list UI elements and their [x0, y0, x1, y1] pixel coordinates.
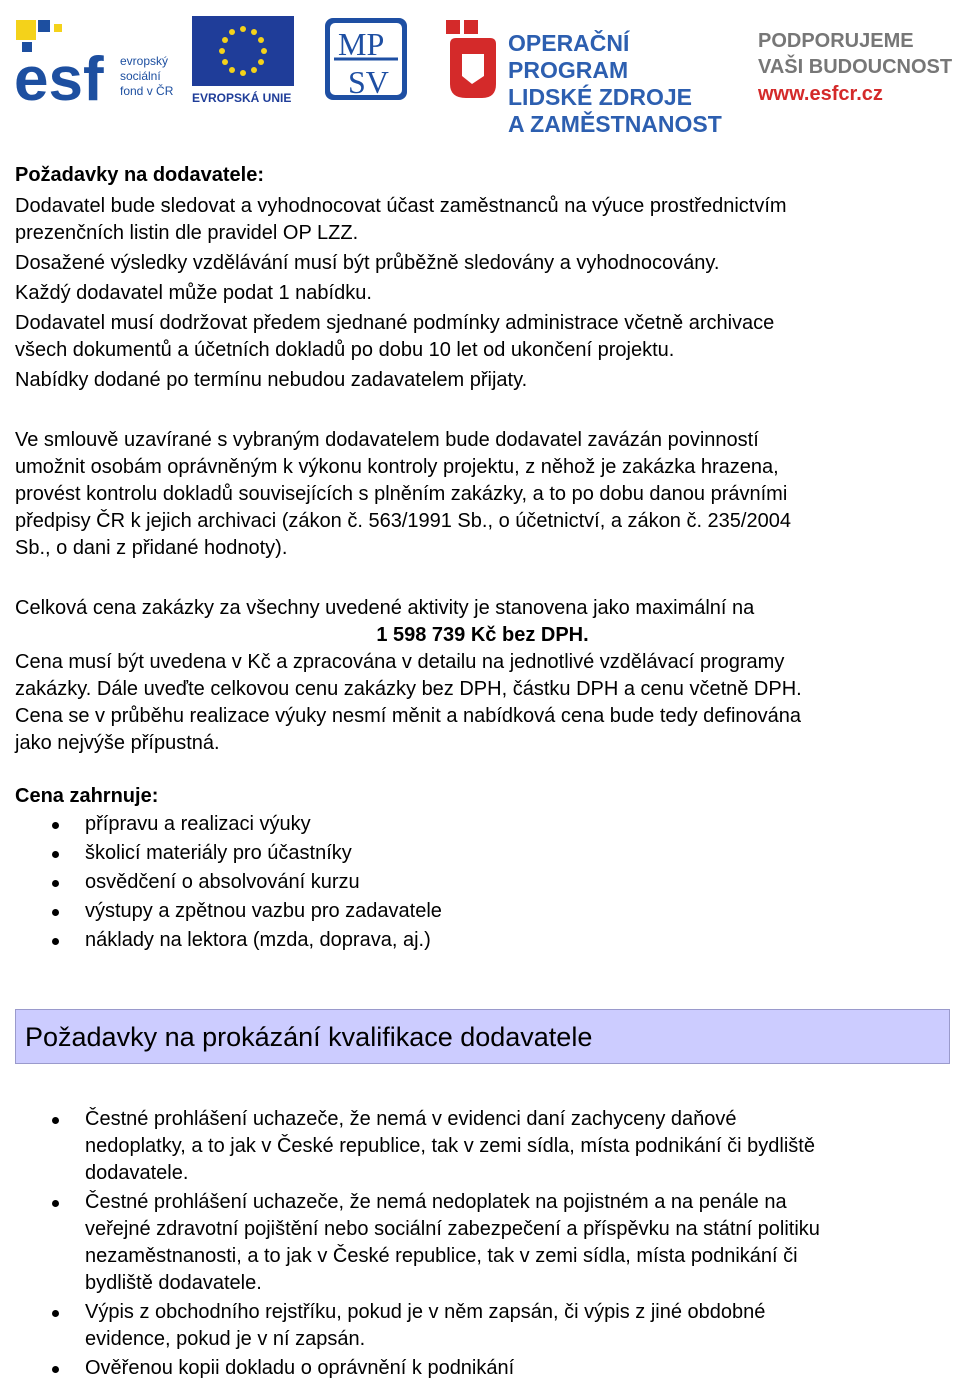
list-item-text: osvědčení o absolvování kurzu [85, 871, 360, 893]
list-item-text: školicí materiály pro účastníky [85, 842, 352, 864]
op-lzz-emblem-icon [442, 14, 502, 106]
list-item-line: nezaměstnanosti, a to jak v České republice, tak v zemi sídla, místa podnikání či [85, 1245, 798, 1267]
list-item-line: Čestné prohlášení uchazeče, že nemá v evidenci daní zachyceny daňové [85, 1108, 737, 1130]
requirements-line: prezenčních listin dle pravidel OP LZZ. [15, 222, 359, 244]
requirements-line: Dosažené výsledky vzdělávání musí být průběžně sledovány a vyhodnocovány. [15, 252, 720, 274]
qualification-heading: Požadavky na prokázání kvalifikace dodavatele [25, 1022, 593, 1052]
list-item-text: náklady na lektora (mzda, doprava, aj.) [85, 929, 431, 951]
mpsv-top: MP [338, 26, 385, 62]
bullet-icon [52, 938, 59, 945]
op-lzz-logo [442, 14, 742, 137]
contract-line: umožnit osobám oprávněným k výkonu kontroly projektu, z něhož je zakázka hrazena, [15, 456, 779, 478]
mpsv-bottom: SV [348, 64, 389, 100]
slogan-line-1: PODPORUJEME [758, 30, 914, 52]
op-line-3: A ZAMĚSTNANOST [508, 111, 722, 137]
list-item-line: evidence, pokud je v ní zapsán. [85, 1328, 366, 1350]
slogan-logo [758, 28, 958, 104]
svg-text:esf: esf [14, 45, 104, 106]
esf-line-3: fond v ČR [120, 84, 174, 98]
list-item-line: nedoplatky, a to jak v České republice, tak v zemi sídla, místa podnikání či bydliště [85, 1135, 815, 1157]
list-item-line: bydliště dodavatele. [85, 1272, 262, 1294]
bullet-icon [52, 909, 59, 916]
mpsv-logo [324, 14, 410, 104]
list-item-line: Ověřenou kopii dokladu o oprávnění k podnikání [85, 1357, 515, 1379]
price-line: jako nejvýše přípustná. [15, 732, 220, 754]
requirements-line: všech dokumentů a účetních dokladů po dobu 10 let od ukončení projektu. [15, 339, 675, 361]
document-body [15, 160, 950, 1384]
requirements-line: Každý dodavatel může podat 1 nabídku. [15, 282, 372, 304]
list-item-line: Čestné prohlášení uchazeče, že nemá nedoplatek na pojistném a na penále na [85, 1191, 787, 1213]
qualification-section-header [15, 1009, 950, 1064]
bullet-icon [52, 1200, 59, 1207]
requirements-line: Dodavatel musí dodržovat předem sjednané podmínky administrace včetně archivace [15, 312, 775, 334]
includes-list [15, 810, 950, 955]
esf-line-1: evropský [120, 54, 169, 68]
price-line: Cena se v průběhu realizace výuky nesmí měnit a nabídková cena bude tedy definována [15, 705, 802, 727]
list-item [15, 1106, 950, 1187]
list-item [15, 839, 950, 868]
requirements-line: Nabídky dodané po termínu nebudou zadavatelem přijaty. [15, 369, 528, 391]
requirements-heading: Požadavky na dodavatele: [15, 164, 264, 186]
eu-caption: EVROPSKÁ UNIE [192, 91, 292, 105]
contract-line: provést kontrolu dokladů souvisejících s plněním zakázky, a to po dobu danou právními [15, 483, 788, 505]
contract-line: Ve smlouvě uzavírané s vybraným dodavatelem bude dodavatel zavázán povinností [15, 429, 759, 451]
op-line-1: OPERAČNÍ PROGRAM [508, 30, 630, 83]
price-amount: 1 598 739 Kč bez DPH. [376, 624, 589, 646]
includes-heading: Cena zahrnuje: [15, 785, 159, 807]
list-item [15, 1299, 950, 1353]
bullet-icon [52, 1310, 59, 1317]
list-item-line: veřejné zdravotní pojištění nebo sociální zabezpečení a příspěvku na státní politiku [85, 1218, 820, 1240]
eu-flag-icon [192, 14, 296, 88]
bullet-icon [52, 1117, 59, 1124]
price-intro: Celková cena zakázky za všechny uvedené aktivity je stanovena jako maximální na [15, 597, 755, 619]
esf-logo [14, 14, 184, 106]
price-line: zakázky. Dále uveďte celkovou cenu zakázky bez DPH, částku DPH a cenu včetně DPH. [15, 678, 802, 700]
slogan-line-2: VAŠI BUDOUCNOST [758, 56, 953, 78]
list-item-text: výstupy a zpětnou vazbu pro zadavatele [85, 900, 442, 922]
list-item-line: dodavatele. [85, 1162, 189, 1184]
bullet-icon [52, 880, 59, 887]
esf-line-2: sociální [120, 69, 161, 83]
list-item [15, 897, 950, 926]
eu-logo [192, 14, 296, 106]
list-item [15, 810, 950, 839]
logo-bar [14, 14, 954, 137]
list-item [15, 926, 950, 955]
contract-line: předpisy ČR k jejich archivaci (zákon č. 563/1991 Sb., o účetnictví, a zákon č. 235/2004 [15, 510, 791, 532]
bullet-icon [52, 851, 59, 858]
list-item [15, 1189, 950, 1297]
contract-line: Sb., o dani z přidané hodnoty). [15, 537, 288, 559]
slogan-url: www.esfcr.cz [758, 83, 883, 105]
bullet-icon [52, 1366, 59, 1373]
op-line-2: LIDSKÉ ZDROJE [508, 84, 693, 110]
list-item-line: Výpis z obchodního rejstříku, pokud je v něm zapsán, či výpis z jiné obdobné [85, 1301, 766, 1323]
price-line: Cena musí být uvedena v Kč a zpracována v detailu na jednotlivé vzdělávací programy [15, 651, 785, 673]
qualification-list [15, 1106, 950, 1382]
requirements-line: Dodavatel bude sledovat a vyhodnocovat účast zaměstnanců na výuce prostřednictvím [15, 195, 787, 217]
list-item [15, 868, 950, 897]
list-item-text: přípravu a realizaci výuky [85, 813, 311, 835]
bullet-icon [52, 822, 59, 829]
